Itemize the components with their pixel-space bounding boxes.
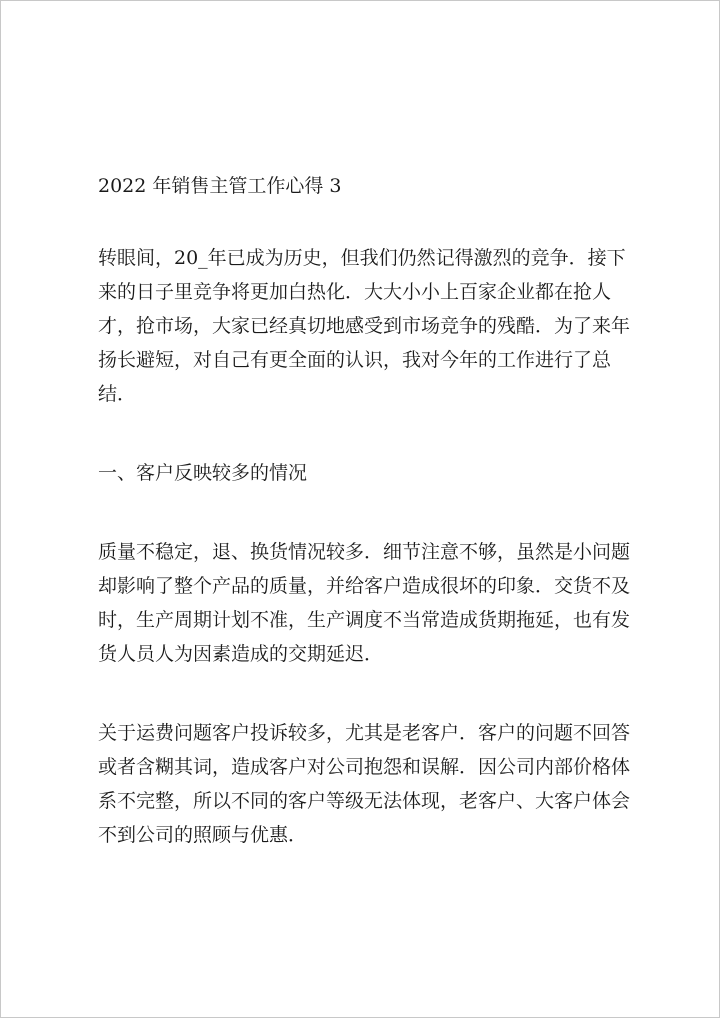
spacer (98, 490, 638, 535)
text-line: 系不完整，所以不同的客户等级无法体现，老客户、大客户体会 (98, 790, 631, 812)
spacer (98, 671, 638, 716)
document-title: 2022 年销售主管工作心得 3 (98, 175, 342, 197)
text-line: 转眼间，20_年已成为历史，但我们仍然记得激烈的竞争．接下 (98, 247, 626, 269)
document-body (98, 169, 638, 852)
text-line: 货人员人为因素造成的交期延迟． (98, 643, 384, 665)
text-line: 结． (98, 383, 137, 405)
text-line: 关于运费问题客户投诉较多，尤其是老客户．客户的问题不回答 (98, 722, 631, 744)
paragraph-quality (98, 535, 638, 671)
text-line: 却影响了整个产品的质量，并给客户造成很坏的印象．交货不及 (98, 575, 631, 597)
text-line: 或者含糊其词，造成客户对公司抱怨和误解．因公司内部价格体 (98, 756, 631, 778)
intro-paragraph (98, 241, 638, 411)
text-line: 才，抢市场，大家已经真切地感受到市场竞争的残酷．为了来年 (98, 315, 631, 337)
text-line: 扬长避短，对自己有更全面的认识，我对今年的工作进行了总 (98, 349, 612, 371)
text-line: 时，生产周期计划不准，生产调度不当常造成货期拖延，也有发 (98, 609, 631, 631)
paragraph-freight (98, 716, 638, 852)
section-heading: 一、客户反映较多的情况 (98, 462, 308, 484)
text-line: 来的日子里竞争将更加白热化．大大小小上百家企业都在抢人 (98, 281, 612, 303)
text-line: 不到公司的照顾与优惠． (98, 824, 308, 846)
text-line: 质量不稳定，退、换货情况较多．细节注意不够，虽然是小问题 (98, 541, 631, 563)
spacer (98, 411, 638, 456)
